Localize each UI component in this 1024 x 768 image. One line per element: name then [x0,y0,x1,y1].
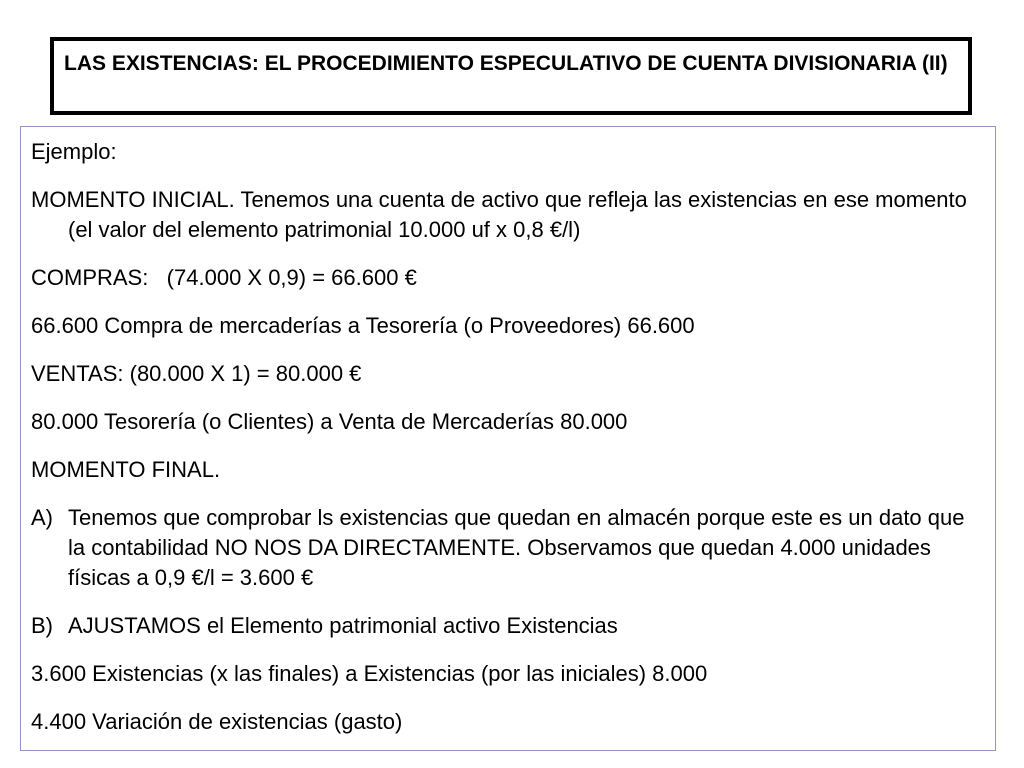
content-body [31,137,985,755]
compra-asiento-text: 66.600 Compra de mercaderías a Tesorería (o Proveedores) 66.600 [31,313,695,338]
momento-inicial-text: MOMENTO INICIAL. Tenemos una cuenta de activo que refleja las existencias en ese momento (el valor del elemento patrimonial 10.000 uf x 0,8 €/l) [31,187,967,242]
list-marker-a: A) [31,505,53,530]
ventas-text: VENTAS: (80.000 X 1) = 80.000 € [31,361,362,386]
list-text-a: Tenemos que comprobar ls existencias que quedan en almacén porque este es un dato que la contabilidad NO NOS DA DIRECTAMENTE. Observamos que quedan 4.000 unidades físicas a 0,9 €/l = 3.600 € [68,505,965,590]
momento-final-text: MOMENTO FINAL. [31,457,221,482]
list-item-a [31,503,985,593]
content-box [20,126,996,751]
list-marker-b: B) [31,613,53,638]
title-box [50,37,972,115]
venta-asiento-text: 80.000 Tesorería (o Clientes) a Venta de Mercaderías 80.000 [31,409,628,434]
variacion-text: 4.400 Variación de existencias (gasto) [31,709,403,734]
existencias-asiento-text: 3.600 Existencias (x las finales) a Existencias (por las iniciales) 8.000 [31,661,708,686]
list-item-b [31,611,985,641]
ejemplo-heading: Ejemplo: [31,139,117,164]
compras-text: COMPRAS: (74.000 X 0,9) = 66.600 € [31,265,417,290]
slide-title: LAS EXISTENCIAS: EL PROCEDIMIENTO ESPECULATIVO DE CUENTA DIVISIONARIA (II) [64,52,948,75]
list-text-b: AJUSTAMOS el Elemento patrimonial activo Existencias [68,613,618,638]
